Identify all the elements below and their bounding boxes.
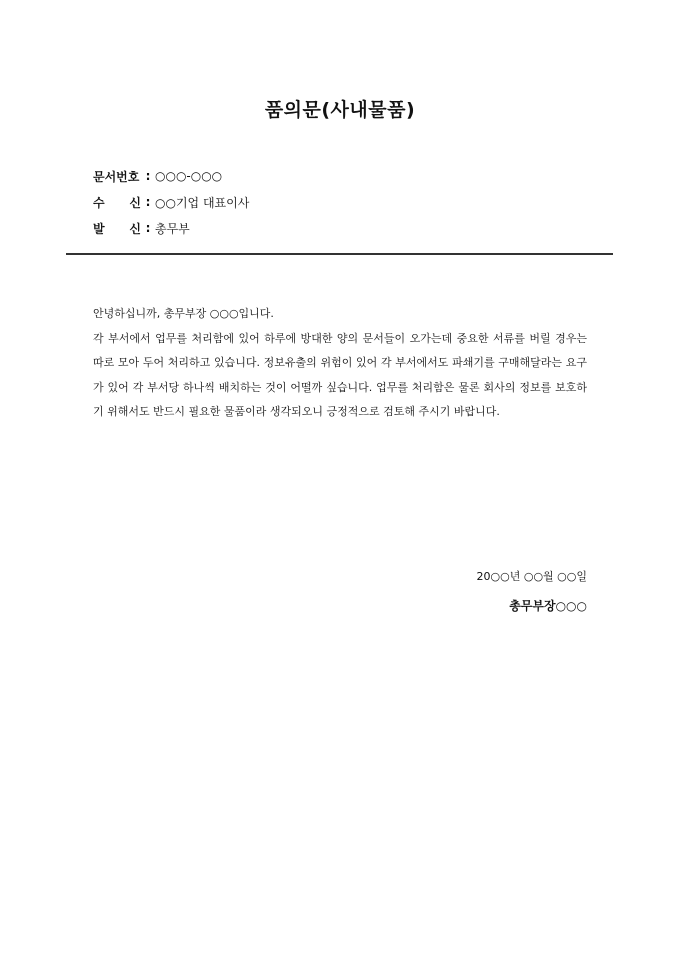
header-row-doc-number [93, 163, 249, 189]
recipient-value: ○○기업 대표이사 [155, 195, 250, 210]
header-row-recipient [93, 189, 249, 215]
sender-label: 발 신 [93, 221, 141, 236]
header-row-sender [93, 215, 249, 241]
recipient-colon: : [145, 195, 151, 209]
document-title: 품의문(사내물품) [264, 99, 416, 121]
sender-value: 총무부 [155, 221, 190, 236]
header-divider [66, 253, 613, 255]
sender-colon: : [145, 221, 151, 235]
doc-number-colon: : [145, 169, 151, 183]
body-paragraph: 각 부서에서 업무를 처리함에 있어 하루에 방대한 양의 문서들이 오가는데 중요한 서류를 버릴 경우는 따로 모아 두어 처리하고 있습니다. 정보유출의 위험이 있어 각 부서에서도 파쇄기를 구매해달라는 요구가 있어 각 부서당 하나씩 배치하는 것이 어떨까 싶습니다. 업무를 처리함은 물론 회사의 정보를 보호하기 위해서도 반드시 필요한 물품이라 생각되오니 긍정적으로 검토해 주시기 바랍니다. [93, 331, 587, 418]
recipient-label: 수 신 [93, 195, 141, 210]
document-date: 20○○년 ○○월 ○○일 [476, 570, 587, 583]
document-body [93, 302, 587, 425]
document-header [93, 163, 249, 241]
doc-number-value: ○○○-○○○ [155, 169, 223, 183]
document-signature: 총무부장○○○ [509, 599, 587, 613]
body-greeting: 안녕하십니까, 총무부장 ○○○입니다. [93, 307, 274, 320]
doc-number-label: 문서번호 [93, 169, 140, 184]
